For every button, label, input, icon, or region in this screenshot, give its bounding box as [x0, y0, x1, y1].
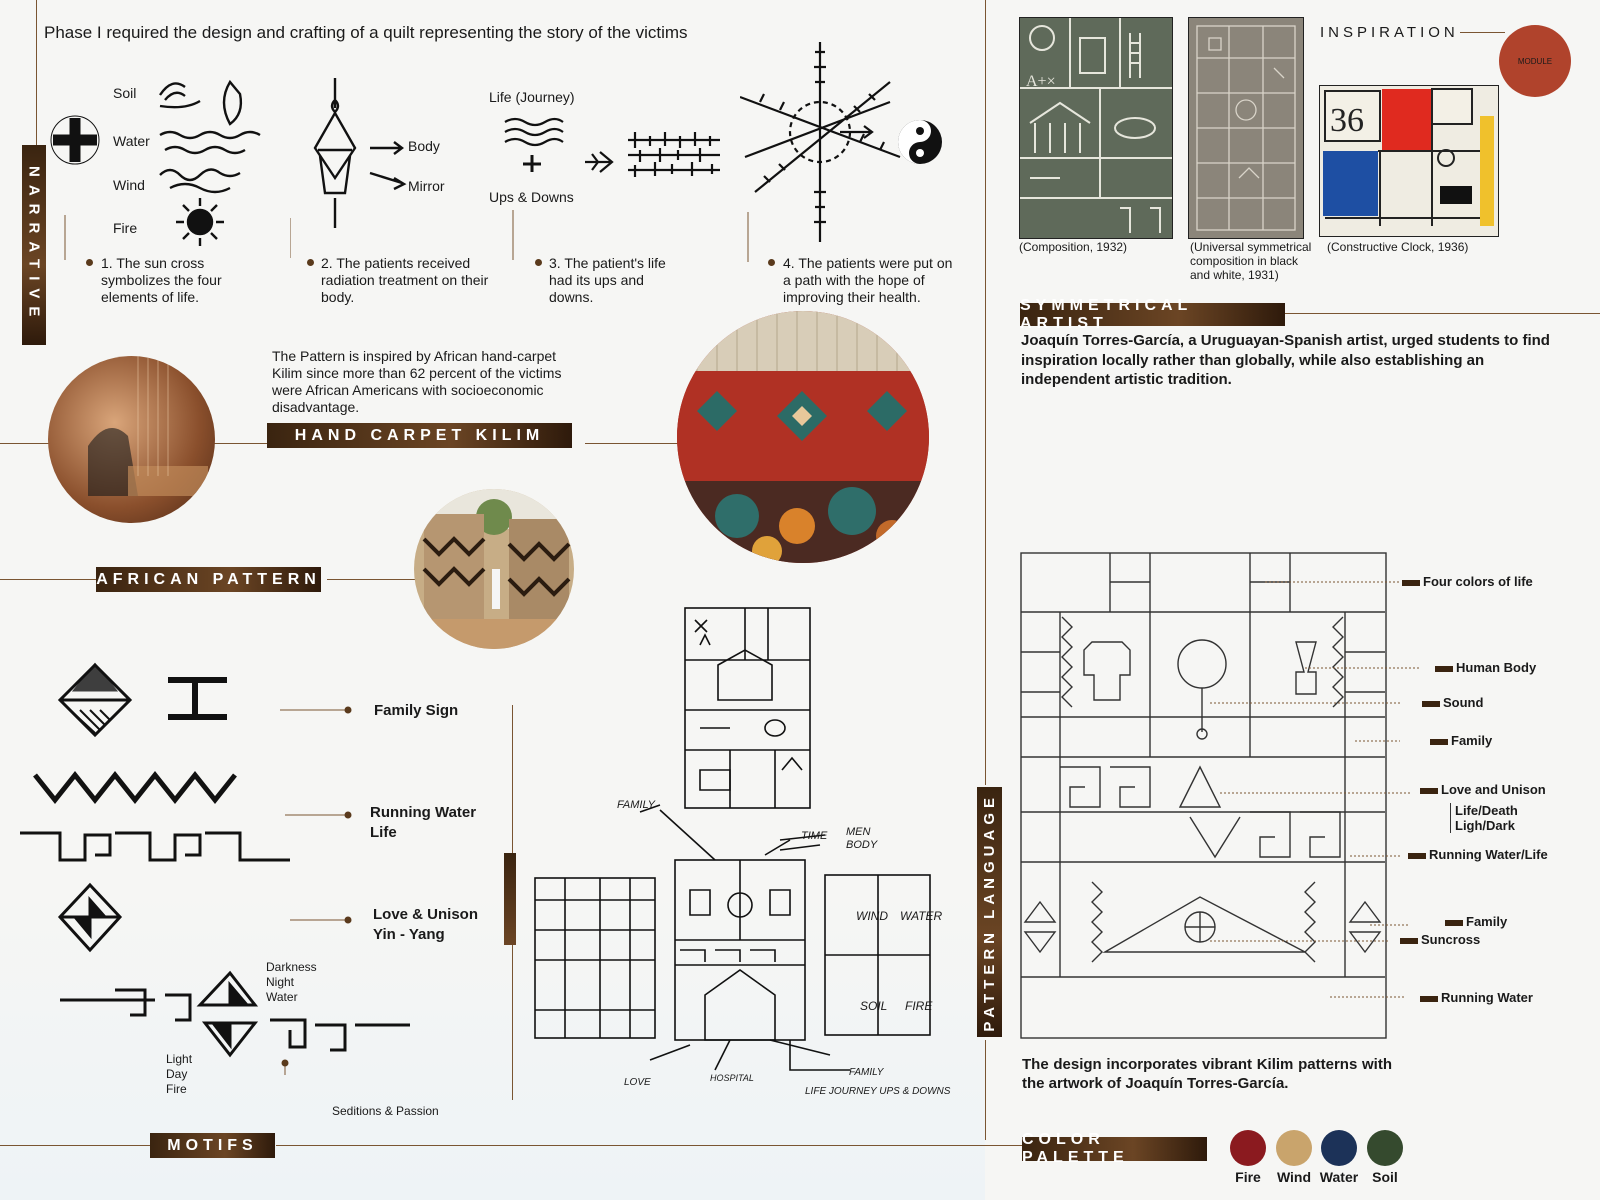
sketch-family: FAMILY — [617, 799, 655, 811]
swatch-soil-label: Soil — [1372, 1169, 1398, 1185]
page-title: Phase I required the design and crafting of a quilt representing the story of the victims — [44, 23, 688, 42]
sketch-time: TIME — [801, 830, 828, 842]
weaver-photo — [48, 356, 215, 523]
light-label-1: Light — [166, 1052, 193, 1066]
journey-sketch — [500, 110, 740, 260]
element-wind: Wind — [113, 177, 145, 193]
running-water-text: Running Water — [1441, 990, 1533, 1005]
four-colors-text: Four colors of life — [1423, 574, 1533, 589]
ups-downs-label: Ups & Downs — [489, 189, 574, 205]
sketch-soil: SOIL — [860, 999, 888, 1013]
narrative-caption-3: 3. The patient's life had its ups and downs. — [549, 255, 666, 305]
sketch-men-body: MEN BODY — [846, 826, 878, 851]
symmetrical-artist-band — [1020, 296, 1285, 332]
pattern-label-family-2 — [1445, 914, 1507, 929]
sound-text: Sound — [1443, 695, 1484, 710]
swatch-wind — [1276, 1130, 1312, 1166]
design-sketches — [530, 600, 960, 1100]
narrative-caption-4: 4. The patients were put on a path with the hope of improving their health. — [783, 255, 953, 305]
running-water-life-text: Running Water/Life — [1429, 847, 1548, 862]
body-sketch — [290, 78, 490, 258]
narrative-band-label: NARRATIVE — [25, 165, 43, 325]
composition-1932-artwork — [1019, 17, 1173, 239]
pattern-language-band — [977, 787, 1002, 1037]
pattern-label-suncross — [1400, 932, 1480, 947]
african-pattern-band — [96, 567, 321, 592]
center-divider — [985, 0, 986, 785]
inspiration-caption-1: (Composition, 1932) — [1019, 240, 1128, 254]
mirror-label: Mirror — [408, 178, 445, 194]
kilim-band — [267, 423, 572, 448]
pattern-label-human-body — [1435, 660, 1536, 675]
motif-running-water: Running Water — [370, 804, 477, 821]
caption-2-dot — [307, 259, 314, 266]
inspiration-caption-3: (Constructive Clock, 1936) — [1327, 240, 1469, 254]
love-unison-text: Love and Unison — [1441, 782, 1546, 797]
pattern-leader-lines — [1180, 560, 1420, 1010]
element-water: Water — [113, 133, 150, 149]
caption-4-dot — [768, 259, 775, 266]
african-rule-right — [327, 579, 427, 580]
pattern-label-love-unison — [1420, 782, 1546, 797]
narrative-rule — [36, 0, 37, 150]
constructive-clock-artwork — [1319, 85, 1499, 237]
svg-text:A+×: A+× — [1026, 73, 1056, 90]
light-label-2: Day — [166, 1067, 188, 1081]
swatch-water-label: Water — [1319, 1169, 1359, 1185]
pattern-language-band-label: PATTERN LANGUAGE — [981, 792, 998, 1032]
motif-light-labels — [166, 1052, 192, 1097]
color-palette-band-label: COLOR PALETTE — [1022, 1131, 1129, 1166]
life-death-text: Life/Death — [1455, 803, 1518, 818]
family-text: Family — [1451, 733, 1493, 748]
inspiration-heading: INSPIRATION — [1320, 24, 1459, 41]
suncross-text: Suncross — [1421, 932, 1481, 947]
light-label-3: Fire — [166, 1082, 187, 1096]
swatch-soil — [1367, 1130, 1403, 1166]
dark-label-1: Darkness — [266, 960, 317, 974]
motif-life: Life — [370, 824, 397, 841]
motifs-divider-accent — [504, 853, 516, 945]
swatch-fire — [1230, 1130, 1266, 1166]
module-badge — [1499, 25, 1571, 97]
kilim-photo — [677, 311, 929, 563]
symmetrical-artist-band-label: SYMMETRICAL ARTIST — [1020, 296, 1193, 332]
inspiration-rule — [1460, 32, 1505, 33]
sketch-water: WATER — [900, 909, 943, 923]
kilim-band-label: HAND CARPET KILIM — [294, 426, 545, 444]
motifs-band — [150, 1133, 275, 1158]
swatch-fire-label: Fire — [1235, 1169, 1261, 1185]
narrative-band — [22, 145, 46, 345]
pattern-label-four-colors — [1402, 574, 1533, 589]
sketch-life: LIFE JOURNEY UPS & DOWNS — [805, 1086, 951, 1097]
motif-family-sign: Family Sign — [374, 702, 459, 719]
swatch-wind-label: Wind — [1276, 1169, 1312, 1185]
module-label: MODULE — [1517, 56, 1553, 66]
motifs-rule-left — [0, 1145, 150, 1146]
center-divider-lower — [985, 1040, 986, 1140]
pattern-label-life-death — [1450, 803, 1518, 833]
kilim-text: The Pattern is inspired by African hand-carpet Kilim since more than 62 percent of the victims were African Americans with socioeconomic disadvantage. — [272, 348, 562, 415]
clock-number-text: 36 — [1330, 102, 1364, 139]
african-pattern-band-label: AFRICAN PATTERN — [96, 570, 321, 588]
artist-text: Joaquín Torres-García, a Uruguayan-Spanish artist, urged students to find inspiration locally rather than globally, while also establishing an independent artistic tradition. — [1021, 332, 1550, 388]
sketch-love: LOVE — [624, 1077, 651, 1088]
narrative-caption-2: 2. The patients received radiation treatment on their body. — [321, 255, 489, 305]
motif-dark-labels — [266, 960, 317, 1005]
inspiration-caption-2: (Universal symmetrical composition in black and white, 1931) — [1190, 240, 1312, 282]
narrative-caption-1: 1. The sun cross symbolizes the four elements of life. — [101, 255, 222, 305]
sketch-fire: FIRE — [905, 999, 933, 1013]
element-fire: Fire — [113, 220, 138, 236]
element-soil: Soil — [113, 85, 137, 101]
caption-1-dot — [86, 259, 93, 266]
human-body-text: Human Body — [1456, 660, 1537, 675]
pattern-label-family — [1430, 733, 1492, 748]
path-sketch — [740, 42, 960, 262]
dark-label-2: Night — [266, 975, 295, 989]
swatch-water — [1321, 1130, 1357, 1166]
color-palette-band — [1022, 1131, 1207, 1166]
dark-label-3: Water — [266, 990, 298, 1004]
sketch-family-2: FAMILY — [849, 1067, 884, 1078]
motif-yin-yang: Yin - Yang — [373, 926, 445, 943]
sketch-hospital: HOSPITAL — [710, 1073, 754, 1083]
sketch-wind: WIND — [856, 909, 888, 923]
pattern-label-running-water-life — [1408, 847, 1548, 862]
pattern-label-sound — [1422, 695, 1483, 710]
elements-sketch — [50, 60, 290, 260]
african-rule-left — [0, 579, 100, 580]
motifs-rule-right — [276, 1145, 1026, 1146]
caption-3-dot — [535, 259, 542, 266]
light-dark-text: Ligh/Dark — [1455, 818, 1515, 833]
life-journey-label: Life (Journey) — [489, 89, 575, 105]
pattern-label-running-water — [1420, 990, 1533, 1005]
artist-rule — [1285, 313, 1600, 314]
universal-composition-artwork — [1188, 17, 1304, 239]
motif-seditions: Seditions & Passion — [332, 1104, 439, 1118]
pattern-caption: The design incorporates vibrant Kilim patterns with the artwork of Joaquín Torres-García. — [1022, 1056, 1392, 1092]
motif-love-unison: Love & Unison — [373, 906, 479, 923]
body-label: Body — [408, 138, 440, 154]
family-2-text: Family — [1466, 914, 1508, 929]
motifs-band-label: MOTIFS — [167, 1136, 258, 1154]
